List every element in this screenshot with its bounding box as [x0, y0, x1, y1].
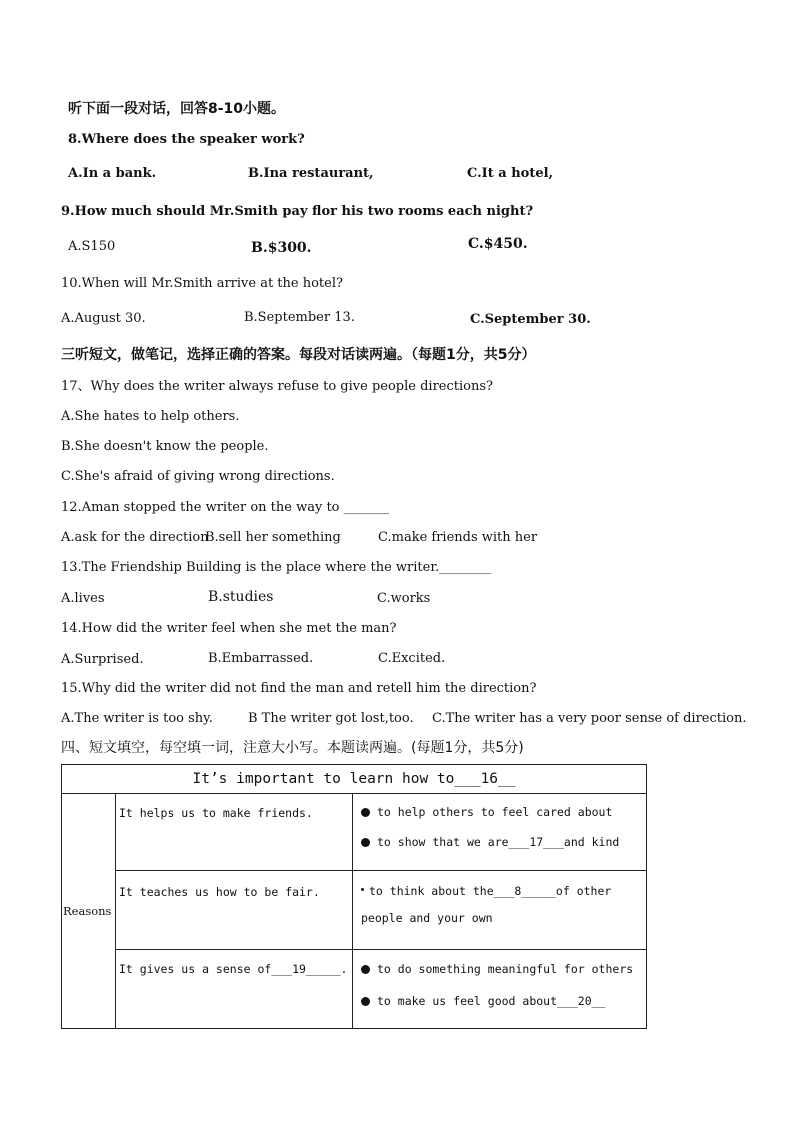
outline-title-text: It’s important to learn how to___16__ [192, 771, 516, 787]
reasons-label: Reasons [63, 904, 112, 918]
reason-3: It gives us a sense of___19_____. [119, 962, 348, 976]
q14-option-b: B.Embarrassed. [208, 651, 314, 666]
detail-2-1-text: to think about the___8_____of other [369, 884, 612, 898]
detail-2-1 [361, 878, 646, 905]
section-heading-dialogue: 听下面一段对话，回答8-10小题。 [68, 101, 286, 117]
bullet-icon [361, 965, 370, 974]
details-cell-1 [353, 794, 647, 871]
detail-3-1-text: to do something meaningful for others [377, 962, 634, 976]
detail-2-2 [361, 905, 646, 932]
q8-option-c: C.It a hotel, [467, 166, 554, 181]
detail-1-2-text: to show that we are___17___and kind [377, 835, 620, 849]
detail-1-2 [361, 827, 646, 857]
q17-option-c: C.She's afraid of giving wrong directions. [61, 469, 335, 484]
reason-cell-2 [116, 871, 353, 950]
q15-option-a: A.The writer is too shy. [61, 711, 213, 726]
q10-option-a: A.August 30. [61, 311, 146, 326]
q17-option-a: A.She hates to help others. [61, 409, 240, 424]
outline-title [62, 765, 647, 794]
detail-3-2 [361, 985, 646, 1017]
q12-option-c: C.make friends with her [378, 530, 538, 545]
q10-option-b: B.September 13. [244, 310, 355, 325]
bullet-icon [361, 838, 370, 847]
reason-cell-3 [116, 950, 353, 1029]
reason-cell-1 [116, 794, 353, 871]
question-13: 13.The Friendship Building is the place where the writer.________ [61, 560, 492, 575]
details-cell-3 [353, 950, 647, 1029]
bullet-icon [361, 808, 370, 817]
details-cell-2 [353, 871, 647, 950]
bullet-icon [361, 997, 370, 1006]
q15-option-b: B The writer got lost,too. [248, 711, 414, 726]
q14-option-c: C.Excited. [378, 651, 446, 666]
q13-option-a: A.lives [61, 591, 105, 606]
q13-option-c: C.works [377, 591, 431, 606]
q9-option-b: B.$300. [251, 240, 312, 256]
q12-option-a: A.ask for the direction [61, 530, 209, 545]
q8-option-a: A.In a bank. [68, 166, 157, 181]
question-15: 15.Why did the writer did not find the man and retell him the direction? [61, 681, 537, 696]
detail-1-1 [361, 797, 646, 827]
question-17: 17、Why does the writer always refuse to give people directions? [61, 379, 493, 394]
reason-1: It helps us to make friends. [119, 806, 313, 820]
detail-3-2-text: to make us feel good about___20__ [377, 994, 606, 1008]
q9-option-c: C.$450. [468, 236, 528, 252]
section-heading-fill-blank: 四、短文填空，每空填一词，注意大小写。本题读两遍。(每题1分，共5分) [61, 740, 524, 756]
q9-option-a: A.S150 [68, 239, 116, 254]
q14-option-a: A.Surprised. [61, 652, 144, 667]
q13-option-b: B.studies [208, 589, 274, 605]
q12-option-b: B.sell her something [205, 530, 341, 545]
section-heading-passage: 三听短文，做笔记，选择正确的答案。每段对话读两遍。（每题1分，共5分） [61, 347, 536, 363]
small-bullet-icon [361, 888, 364, 891]
q15-option-c: C.The writer has a very poor sense of direction. [432, 711, 747, 726]
q10-option-c: C.September 30. [470, 312, 591, 327]
detail-2-2-text: people and your own [361, 911, 493, 925]
detail-3-1 [361, 953, 646, 985]
question-8: 8.Where does the speaker work? [68, 132, 305, 147]
detail-1-1-text: to help others to feel cared about [377, 805, 613, 819]
outline-table [61, 764, 647, 1029]
question-9: 9.How much should Mr.Smith pay flor his two rooms each night? [61, 204, 534, 219]
reasons-label-cell [62, 794, 116, 1029]
question-14: 14.How did the writer feel when she met the man? [61, 621, 397, 636]
reason-2: It teaches us how to be fair. [119, 885, 320, 899]
question-10: 10.When will Mr.Smith arrive at the hotel? [61, 276, 343, 291]
q8-option-b: B.Ina restaurant, [248, 166, 374, 181]
question-12: 12.Aman stopped the writer on the way to _______ [61, 500, 390, 515]
q17-option-b: B.She doesn't know the people. [61, 439, 269, 454]
